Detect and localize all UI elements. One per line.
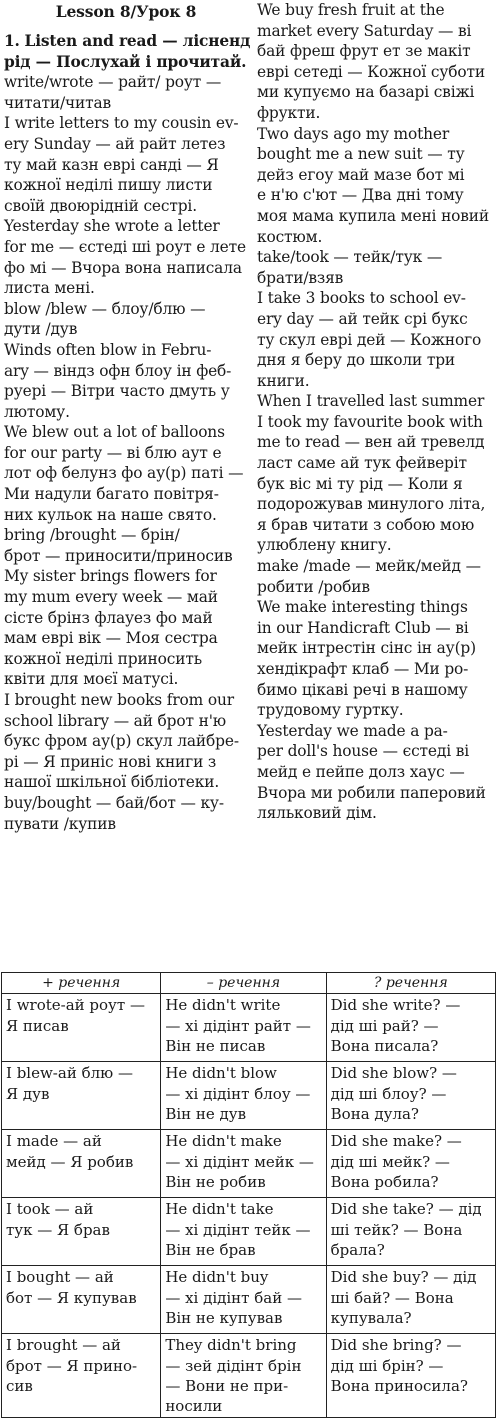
cell-text-line: Вона приносила? bbox=[330, 1376, 468, 1395]
cell-negative bbox=[161, 994, 326, 1062]
right-text-line: I take 3 books to school ev- bbox=[257, 289, 466, 308]
cell-text-line: I bought — ай bbox=[6, 1268, 114, 1287]
exercise-instruction-cont: рід — Послухай і прочитай. bbox=[4, 52, 247, 71]
left-text-line: рі — Я приніс нові книги з bbox=[4, 752, 217, 771]
cell-text-line: Did she bring? — bbox=[330, 1336, 462, 1355]
cell-text-line: Він не дув bbox=[165, 1104, 247, 1123]
right-text-line: брати/взяв bbox=[257, 268, 344, 287]
right-text-line: We buy fresh fruit at the bbox=[257, 1, 445, 19]
left-text-line: лютому. bbox=[4, 402, 70, 421]
cell-positive bbox=[2, 1334, 161, 1418]
right-text-line: дейз егоу май мазе бот мі bbox=[257, 165, 465, 184]
left-text-line: We blew out a lot of balloons bbox=[4, 423, 225, 442]
left-text-line: листа мені. bbox=[4, 279, 95, 298]
exercise-number: 1. bbox=[4, 32, 20, 50]
cell-negative bbox=[161, 1198, 326, 1266]
table-row bbox=[2, 1130, 496, 1198]
table-row bbox=[2, 1198, 496, 1266]
right-text-line: in our Handicraft Club — ві bbox=[257, 618, 469, 637]
cell-negative bbox=[161, 1130, 326, 1198]
right-text-line: When I travelled last summer bbox=[257, 392, 485, 411]
cell-text-line: мейд — Я робив bbox=[6, 1152, 134, 1171]
cell-text-line: брала? bbox=[330, 1240, 385, 1259]
cell-positive bbox=[2, 1130, 161, 1198]
cell-text-line: носили bbox=[165, 1397, 223, 1416]
cell-negative bbox=[161, 1266, 326, 1334]
header-negative: – речення bbox=[161, 973, 326, 994]
left-text-line: брот — приносити/приносив bbox=[4, 546, 233, 565]
left-text-line: Yesterday she wrote a letter bbox=[4, 217, 220, 236]
left-text-line: своїй двоюрідній сестрі. bbox=[4, 196, 197, 215]
right-text-line: робити /робив bbox=[257, 577, 370, 596]
left-text-line: I brought new books from our bbox=[4, 691, 234, 709]
left-text-line: кожної неділі пишу листи bbox=[4, 176, 213, 195]
cell-text-line: — хі дідінт блоу — bbox=[165, 1084, 311, 1103]
cell-text-line: He didn't take bbox=[165, 1200, 274, 1219]
cell-text-line: брот — Я прино- bbox=[6, 1356, 138, 1375]
cell-text-line: Did she make? — bbox=[330, 1132, 462, 1151]
right-text-line: мейк інтрестін сінс ін ау(р) bbox=[257, 639, 476, 658]
exercise-instruction: Listen and read — лісненд bbox=[24, 32, 251, 50]
left-text-line: for me — єстеді ші роут е лете bbox=[4, 237, 246, 256]
cell-text-line: He didn't write bbox=[165, 996, 281, 1015]
table-row bbox=[2, 1062, 496, 1130]
left-text-line: buy/bought — бай/бот — ку- bbox=[4, 793, 224, 812]
right-text-line: мейд е пейпе долз хаус — bbox=[257, 762, 465, 781]
cell-text-line: — хі дідінт бай — bbox=[165, 1288, 302, 1307]
cell-text-line: — хі дідінт мейк — bbox=[165, 1152, 314, 1171]
cell-text-line: Did she take? — дід bbox=[330, 1200, 482, 1219]
right-text-line: bought me a new suit — ту bbox=[257, 145, 465, 164]
right-text-line: me to read — вен ай тревелд bbox=[257, 433, 485, 452]
cell-text-line: They didn't bring bbox=[165, 1336, 297, 1355]
table-header-row bbox=[2, 973, 496, 994]
cell-text-line: сив bbox=[6, 1376, 33, 1395]
right-text-line: take/took — тейк/тук — bbox=[257, 248, 443, 267]
right-text-line: ту скул еврі дей — Кожного bbox=[257, 330, 482, 349]
cell-question bbox=[326, 1130, 495, 1198]
lesson-title: Lesson 8/Урок 8 bbox=[55, 2, 197, 21]
cell-negative bbox=[161, 1062, 326, 1130]
cell-text-line: бот — Я купував bbox=[6, 1288, 137, 1307]
left-text-line: my mum every week — май bbox=[4, 588, 218, 607]
left-text-line: фо мі — Вчора вона написала bbox=[4, 258, 242, 277]
right-text-line: бук віс мі ту рід — Коли я bbox=[257, 474, 463, 493]
cell-text-line: Він не купував bbox=[165, 1308, 283, 1327]
right-text-line: market every Saturday — ві bbox=[257, 21, 472, 40]
left-text-line: букс фром ау(р) скул лайбре- bbox=[4, 732, 239, 751]
left-text-line: write/wrote — райт/ роут — bbox=[4, 73, 222, 92]
left-text-line: blow /blew — блоу/блю — bbox=[4, 299, 206, 318]
exercise-heading bbox=[4, 31, 251, 52]
table-row bbox=[2, 1266, 496, 1334]
cell-text-line: — хі дідінт тейк — bbox=[165, 1220, 311, 1239]
left-text-line: My sister brings flowers for bbox=[4, 567, 217, 586]
cell-text-line: тук — Я брав bbox=[6, 1220, 110, 1239]
cell-text-line: I took — ай bbox=[6, 1200, 94, 1219]
cell-text-line: He didn't blow bbox=[165, 1064, 277, 1083]
left-text-line: ary — віндз офн блоу ін феб- bbox=[4, 361, 232, 380]
cell-text-line: Did she buy? — дід bbox=[330, 1268, 477, 1287]
right-text-line: е н'ю с'ют — Два дні тому bbox=[257, 186, 464, 205]
left-text-line: читати/читав bbox=[4, 93, 112, 112]
cell-positive bbox=[2, 994, 161, 1062]
right-text-line: я брав читати з собою мою bbox=[257, 515, 475, 534]
left-text-line: ту май казн еврі санді — Я bbox=[4, 155, 219, 174]
right-text-line: ляльковий дім. bbox=[257, 804, 377, 823]
right-text-block bbox=[257, 0, 497, 824]
cell-text-line: — хі дідінт райт — bbox=[165, 1016, 311, 1035]
left-text-line: них кульок на наше свято. bbox=[4, 505, 217, 524]
left-text-line: мам еврі вік — Моя сестра bbox=[4, 629, 218, 648]
left-text-block bbox=[4, 72, 248, 834]
cell-text-line: Я дув bbox=[6, 1084, 50, 1103]
left-text-line: квіти для моєї матусі. bbox=[4, 670, 179, 689]
table-body bbox=[2, 994, 496, 1418]
cell-text-line: He didn't buy bbox=[165, 1268, 269, 1287]
right-text-line: ми купуємо на базарі свіжі bbox=[257, 83, 475, 102]
right-text-line: подорожував минулого літа, bbox=[257, 495, 486, 514]
right-text-line: трудовому гуртку. bbox=[257, 701, 404, 720]
left-text-line: нашої шкільної бібліотеки. bbox=[4, 773, 220, 792]
cell-text-line: — зей дідінт брін bbox=[165, 1356, 302, 1375]
left-text-line: Winds often blow in Febru- bbox=[4, 340, 212, 359]
right-text-line: улюблену книгу. bbox=[257, 536, 392, 555]
cell-text-line: дід ші блоу? — bbox=[330, 1084, 447, 1103]
right-text-line: Two days ago my mother bbox=[257, 124, 450, 143]
cell-question bbox=[326, 1334, 495, 1418]
left-text-line: дути /дув bbox=[4, 320, 78, 339]
cell-text-line: I made — ай bbox=[6, 1132, 102, 1151]
cell-text-line: ші тейк? — Вона bbox=[330, 1220, 463, 1239]
cell-text-line: дід ші рай? — bbox=[330, 1016, 439, 1035]
right-text-line: We make interesting things bbox=[257, 598, 468, 617]
cell-question bbox=[326, 1266, 495, 1334]
left-text-line: ery Sunday — ай райт летез bbox=[4, 134, 226, 153]
cell-text-line: дід ші брін? — bbox=[330, 1356, 444, 1375]
right-text-line: ery day — ай тейк срі букс bbox=[257, 309, 468, 328]
cell-negative bbox=[161, 1334, 326, 1418]
cell-question bbox=[326, 1198, 495, 1266]
left-text-line: руері — Вітри часто дмуть у bbox=[4, 382, 230, 401]
left-text-line: I write letters to my cousin ev- bbox=[4, 114, 239, 133]
table-row bbox=[2, 1334, 496, 1418]
cell-text-line: дід ші мейк? — bbox=[330, 1152, 450, 1171]
cell-text-line: Він не робив bbox=[165, 1172, 266, 1191]
cell-text-line: Вона робила? bbox=[330, 1172, 439, 1191]
left-text-line: Ми надули багато повітря- bbox=[4, 485, 219, 504]
cell-text-line: I brought — ай bbox=[6, 1336, 121, 1355]
header-question: ? речення bbox=[326, 973, 495, 994]
cell-text-line: Вона писала? bbox=[330, 1036, 439, 1055]
cell-text-line: I blew-ай блю — bbox=[6, 1064, 133, 1083]
right-text-line: моя мама купила мені новий bbox=[257, 206, 490, 225]
cell-text-line: купувала? bbox=[330, 1308, 412, 1327]
cell-question bbox=[326, 994, 495, 1062]
right-text-line: make /made — мейк/мейд — bbox=[257, 557, 481, 576]
right-text-line: бимо цікаві речі в нашому bbox=[257, 680, 468, 699]
table-row bbox=[2, 994, 496, 1062]
left-text-line: кожної неділі приносить bbox=[4, 649, 202, 668]
right-text-line: еврі сетеді — Кожної суботи bbox=[257, 62, 485, 81]
left-text-line: лот оф белунз фо ау(р) паті — bbox=[4, 464, 244, 483]
cell-text-line: I wrote-ай роут — bbox=[6, 996, 145, 1015]
right-text-line: Yesterday we made a pa- bbox=[257, 721, 448, 740]
cell-text-line: Він не писав bbox=[165, 1036, 266, 1055]
right-text-line: книги. bbox=[257, 371, 310, 390]
header-positive: + речення bbox=[2, 973, 161, 994]
cell-positive bbox=[2, 1062, 161, 1130]
left-text-line: bring /brought — брін/ bbox=[4, 526, 180, 545]
cell-text-line: Вона дула? bbox=[330, 1104, 419, 1123]
right-column bbox=[257, 0, 497, 824]
left-text-line: пувати /купив bbox=[4, 814, 116, 833]
left-text-line: сісте брінз флауез фо май bbox=[4, 608, 213, 627]
left-text-line: for our party — ві блю аут е bbox=[4, 443, 222, 462]
cell-positive bbox=[2, 1266, 161, 1334]
right-text-line: ласт саме ай тук фейверіт bbox=[257, 454, 467, 473]
grammar-table bbox=[1, 972, 496, 1418]
right-text-line: фрукти. bbox=[257, 103, 321, 122]
cell-text-line: Я писав bbox=[6, 1016, 69, 1035]
right-text-line: Вчора ми робили паперовий bbox=[257, 783, 486, 802]
right-text-line: хендікрафт клаб — Ми ро- bbox=[257, 660, 469, 678]
cell-text-line: He didn't make bbox=[165, 1132, 282, 1151]
right-text-line: костюм. bbox=[257, 227, 323, 246]
cell-text-line: — Вони не при- bbox=[165, 1376, 289, 1395]
cell-text-line: Він не брав bbox=[165, 1240, 256, 1259]
left-text-line: school library — ай брот н'ю bbox=[4, 711, 227, 730]
cell-positive bbox=[2, 1198, 161, 1266]
right-text-line: дня я беру до школи три bbox=[257, 351, 456, 370]
right-text-line: per doll's house — єстеді ві bbox=[257, 742, 470, 761]
cell-text-line: Did she blow? — bbox=[330, 1064, 457, 1083]
cell-text-line: Did she write? — bbox=[330, 996, 461, 1015]
right-text-line: бай фреш фрут ет зе макіт bbox=[257, 42, 471, 61]
cell-text-line: ші бай? — Вона bbox=[330, 1288, 454, 1307]
cell-question bbox=[326, 1062, 495, 1130]
left-column bbox=[4, 0, 251, 834]
right-text-line: I took my favourite book with bbox=[257, 412, 483, 431]
